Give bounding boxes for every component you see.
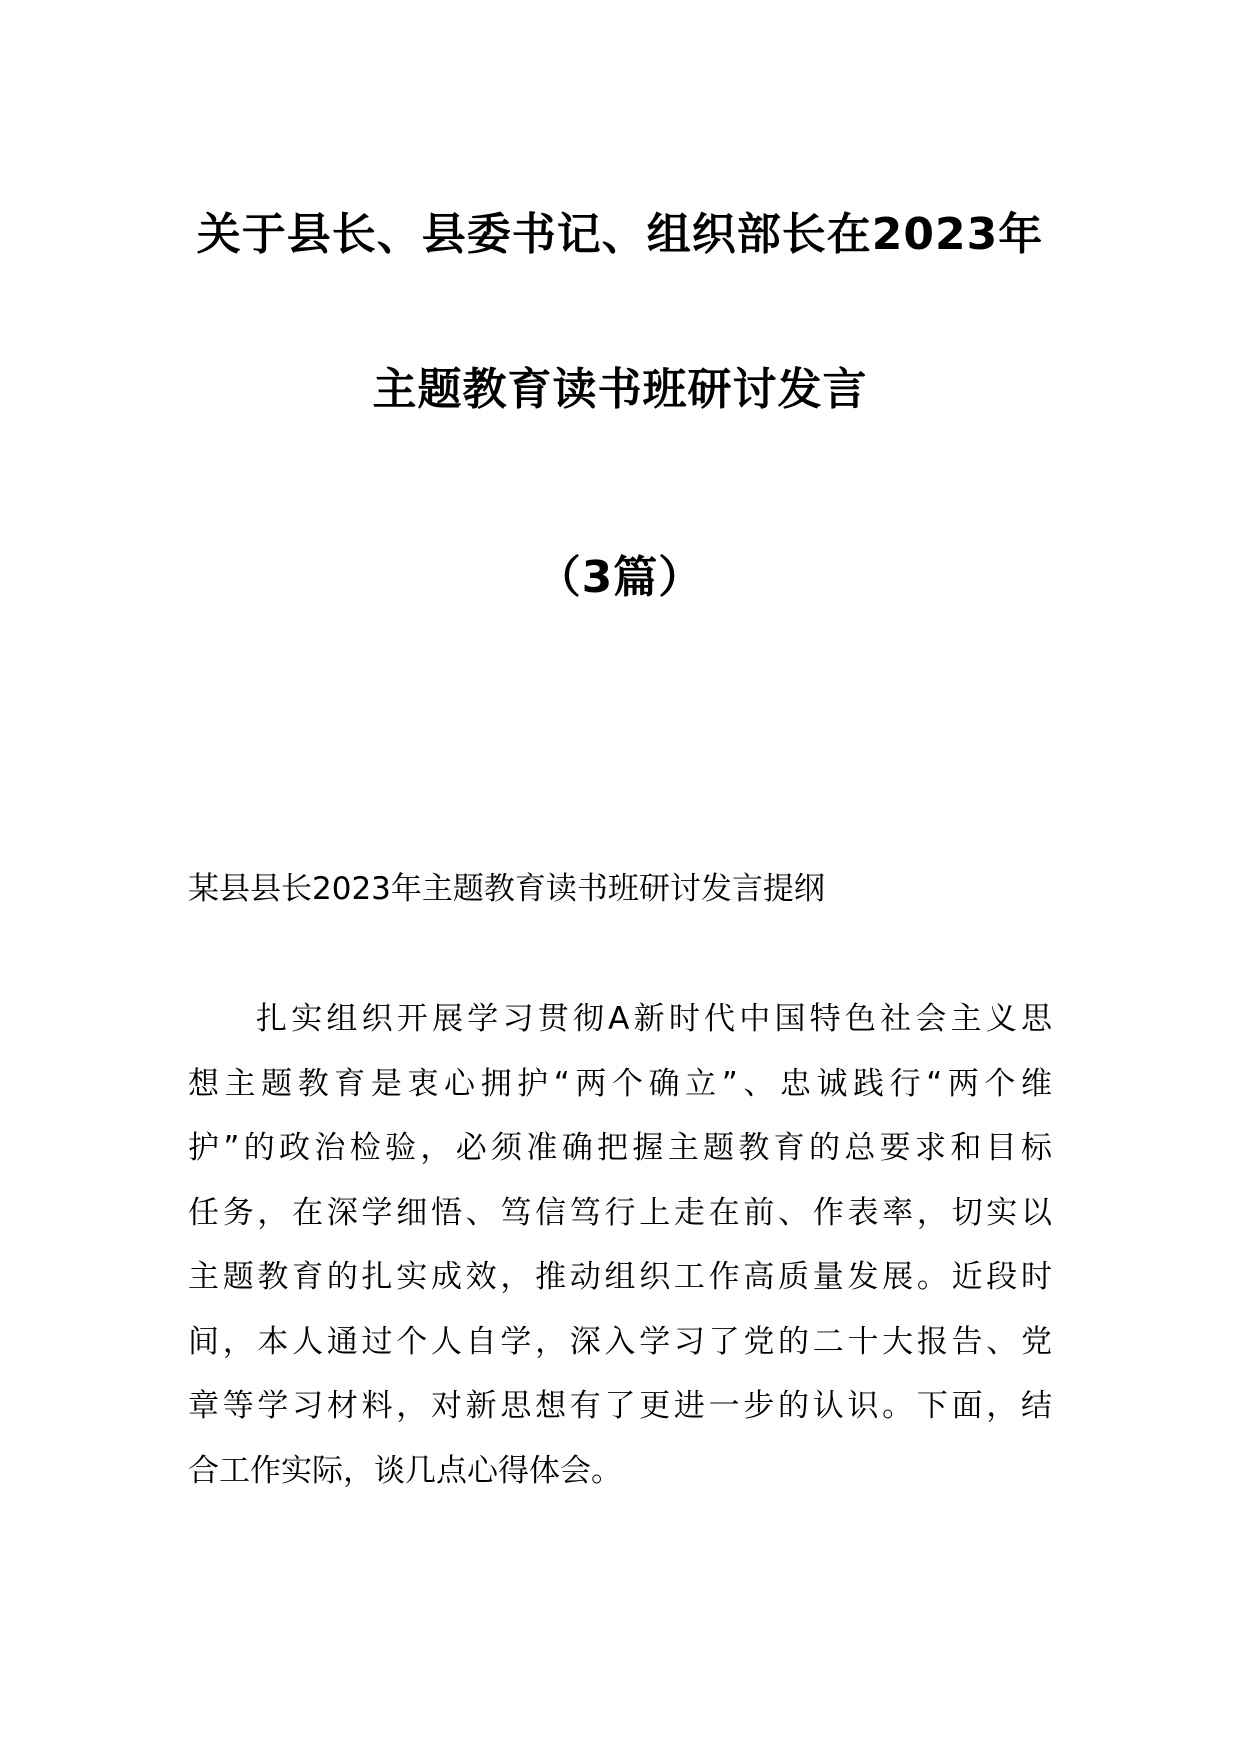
document-title-count: （3篇） <box>536 552 704 603</box>
body-line: 章等学习材料，对新思想有了更进一步的认识。下面，结 <box>188 1388 1052 1424</box>
body-line: 合工作实际，谈几点心得体会。 <box>188 1452 622 1489</box>
document-title-line-2: 主题教育读书班研讨发言 <box>372 364 868 415</box>
document-title-line-1: 关于县长、县委书记、组织部长在2023年 <box>196 209 1044 260</box>
body-line: 扎实组织开展学习贯彻A新时代中国特色社会主义思 <box>256 1001 1052 1037</box>
body-paragraph <box>188 987 1052 1503</box>
body-line: 任务，在深学细悟、笃信笃行上走在前、作表率，切实以 <box>188 1194 1052 1231</box>
body-line: 间，本人通过个人自学，深入学习了党的二十大报告、党 <box>188 1323 1052 1360</box>
body-line: 想主题教育是衷心拥护“两个确立”、忠诚践行“两个维 <box>188 1065 1052 1102</box>
body-line: 主题教育的扎实成效，推动组织工作高质量发展。近段时 <box>188 1259 1052 1295</box>
section-heading: 某县县长2023年主题教育读书班研讨发言提纲 <box>188 871 825 907</box>
body-line: 护”的政治检验，必须准确把握主题教育的总要求和目标 <box>188 1130 1052 1166</box>
